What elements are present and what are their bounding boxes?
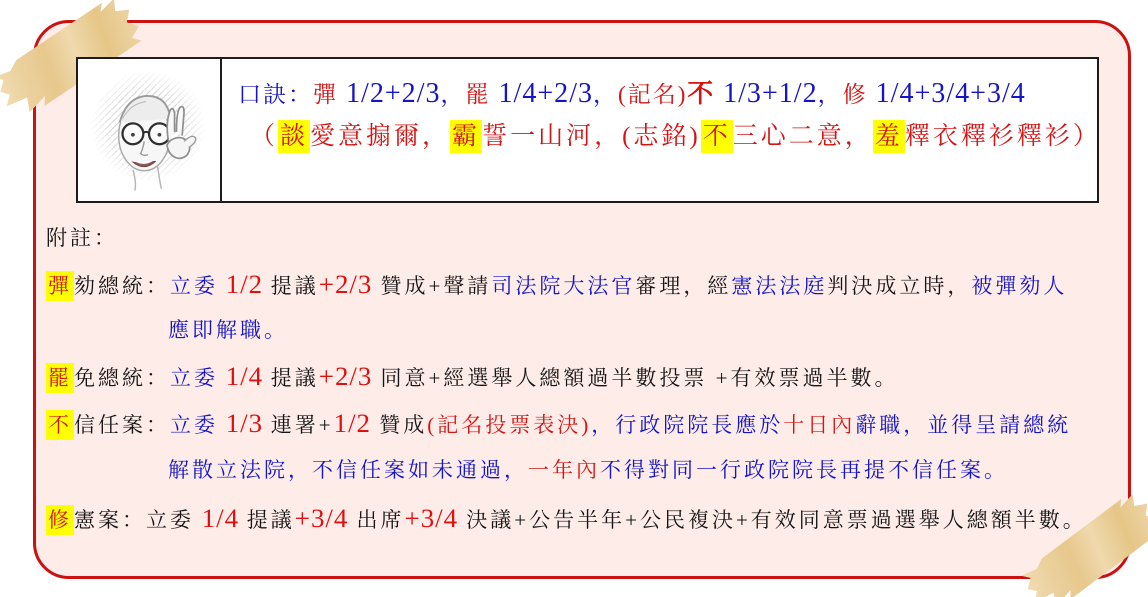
- text-segment: 不得對同一行政院院長再提不信任案。: [600, 458, 1008, 482]
- text-segment: 口訣：: [238, 82, 313, 107]
- text-segment: 1/4: [194, 503, 247, 533]
- text-segment: 不: [701, 120, 733, 153]
- text-segment: +聲請: [428, 274, 492, 298]
- note-no-confidence-line-1: [46, 406, 1071, 442]
- text-segment: 彈: [46, 271, 74, 301]
- text-segment: 1/2+2/3: [338, 78, 441, 109]
- text-segment: 1/3: [218, 408, 271, 438]
- text-segment: ，: [440, 82, 466, 107]
- text-segment: 行政院院長應於: [615, 413, 784, 437]
- text-segment: +2/3: [318, 269, 373, 299]
- text-segment: 審理，經: [635, 274, 732, 298]
- text-segment: 愛意搧爾，: [310, 123, 451, 150]
- text-segment: 1/2: [218, 269, 271, 299]
- mnemonic-box: [76, 57, 1099, 203]
- mnemonic-line-1: [238, 75, 1101, 114]
- text-segment: 修: [842, 82, 868, 107]
- text-segment: 1/4+3/4+3/4: [867, 78, 1026, 109]
- text-segment: 連署+: [270, 413, 334, 437]
- text-segment: +3/4: [294, 503, 349, 533]
- text-segment: 立委: [170, 366, 218, 390]
- text-segment: 一年內: [528, 458, 600, 482]
- text-segment: 羞: [873, 120, 905, 153]
- text-segment: 罷: [46, 363, 74, 393]
- text-segment: 贊成: [370, 413, 428, 437]
- text-segment: 被彈劾人: [971, 274, 1068, 298]
- text-segment: 解散立法院，不信任案如未通過，: [168, 458, 528, 482]
- text-segment: 三心二意，: [732, 123, 873, 150]
- text-segment: 決議: [458, 508, 515, 532]
- text-segment: 修: [46, 505, 74, 535]
- text-segment: 劾總統：: [74, 274, 170, 298]
- text-segment: +3/4: [404, 503, 459, 533]
- text-segment: 司法院大法官: [491, 274, 636, 298]
- text-segment: 提議: [270, 274, 319, 298]
- text-segment: 憲案：: [74, 508, 146, 532]
- note-amendment-line-1: [46, 501, 1087, 537]
- text-segment: 贊成: [372, 274, 429, 298]
- text-segment: 不: [687, 79, 716, 108]
- text-segment: 霸: [450, 120, 482, 153]
- text-segment: 信任案：: [74, 413, 170, 437]
- text-segment: 不: [46, 410, 74, 440]
- text-segment: 免總統：: [74, 366, 170, 390]
- text-segment: 1/2: [333, 408, 371, 438]
- text-segment: ，: [593, 82, 619, 107]
- note-impeach-line-2: [168, 313, 288, 347]
- notes-heading: 附註：: [46, 226, 118, 250]
- text-segment: ，: [591, 413, 616, 437]
- text-segment: 釋衣釋衫釋衫）: [904, 123, 1101, 150]
- text-segment: (記名投票表決): [427, 413, 592, 437]
- text-segment: 誓一山河，(志銘): [482, 123, 701, 150]
- text-segment: ，: [817, 82, 843, 107]
- text-segment: 1/4+2/3: [490, 78, 594, 109]
- text-segment: 立委: [170, 413, 218, 437]
- text-segment: 彈: [313, 82, 338, 107]
- text-segment: 立委: [170, 274, 218, 298]
- text-segment: 辭職，並得呈請總統: [855, 413, 1072, 437]
- text-segment: 罷: [465, 82, 491, 107]
- text-segment: (記名): [618, 82, 688, 107]
- text-segment: 出席: [348, 508, 405, 532]
- note-impeach-line-1: [46, 267, 1067, 303]
- text-segment: 判決成立時，: [827, 274, 972, 298]
- text-segment: 十日內: [783, 413, 856, 437]
- note-recall-line-1: [46, 359, 898, 395]
- mnemonic-text: [222, 59, 1107, 201]
- text-segment: 提議: [246, 508, 295, 532]
- text-segment: 1/3+1/2: [715, 78, 818, 109]
- text-segment: 提議: [270, 366, 319, 390]
- text-segment: +2/3: [318, 361, 373, 391]
- text-segment: +經選舉人總額過半數投票 +有效票過半數。: [428, 366, 899, 390]
- text-segment: +公告半年+公民複決+有效同意票過選舉人總額半數。: [514, 508, 1087, 532]
- portrait-sketch-image: [78, 63, 220, 197]
- text-segment: 同意: [372, 366, 429, 390]
- text-segment: 應即解職。: [168, 318, 288, 342]
- text-segment: （: [250, 123, 279, 150]
- portrait-cell: [78, 59, 222, 201]
- text-segment: 談: [278, 120, 310, 153]
- mnemonic-line-2: [238, 114, 1101, 160]
- text-segment: 1/4: [218, 361, 271, 391]
- note-no-confidence-line-2: [168, 453, 1008, 487]
- text-segment: 立委: [146, 508, 194, 532]
- text-segment: 憲法法庭: [731, 274, 828, 298]
